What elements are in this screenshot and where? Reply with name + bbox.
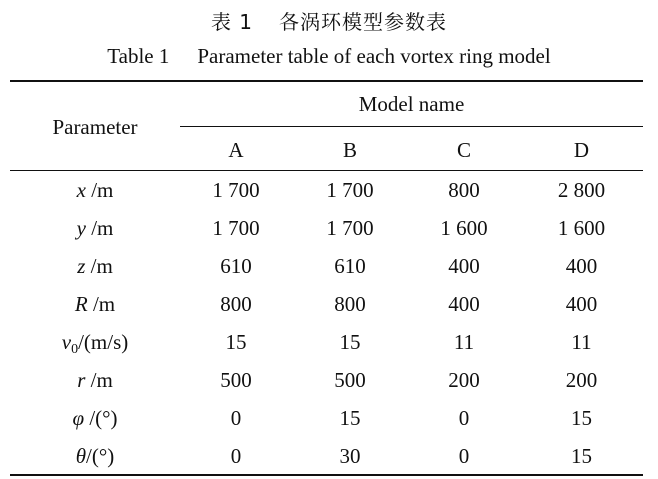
table-cell: 400 xyxy=(448,292,480,316)
model-header-c: C xyxy=(456,138,471,162)
table-cell: 1 600 xyxy=(557,216,606,240)
param-symbol: x xyxy=(76,178,86,202)
table-cell: 15 xyxy=(339,406,361,430)
model-header-d: D xyxy=(573,138,590,162)
model-name-header: Model name xyxy=(358,92,465,116)
model-header-a: A xyxy=(228,138,244,162)
table-cell: 500 xyxy=(334,368,366,392)
table-cell: 11 xyxy=(571,330,592,354)
param-unit: /m xyxy=(85,178,114,202)
parameter-column-header: Parameter xyxy=(52,115,138,139)
table-cell: 400 xyxy=(448,254,480,278)
table-title-chinese: 各涡环模型参数表 xyxy=(279,10,448,34)
table-cell: 1 700 xyxy=(326,216,374,240)
param-label-r-ring xyxy=(10,291,180,317)
table-cell: 0 xyxy=(230,406,242,430)
table-cell: 200 xyxy=(565,368,598,392)
table-cell: 610 xyxy=(220,254,252,278)
table-cell: 15 xyxy=(225,330,247,354)
table-cell: 1 700 xyxy=(326,178,374,202)
table-cell: 200 xyxy=(448,368,480,392)
model-header-b: B xyxy=(342,138,357,162)
table-title-english: Parameter table of each vortex ring model xyxy=(197,44,551,68)
table-cell: 15 xyxy=(571,406,592,430)
table-caption-chinese xyxy=(0,6,658,35)
table-caption-english xyxy=(0,44,658,69)
header-rule xyxy=(10,170,643,171)
table-cell: 400 xyxy=(565,254,598,278)
model-name-rule xyxy=(180,126,643,127)
param-label-v0 xyxy=(10,329,180,363)
table-cell: 1 600 xyxy=(440,216,488,240)
table-cell: 1 700 xyxy=(212,178,260,202)
param-symbol: r xyxy=(77,368,86,392)
bottom-rule xyxy=(10,474,643,476)
table-cell: 800 xyxy=(334,292,366,316)
table-cell: 800 xyxy=(220,292,252,316)
param-unit: /(°) xyxy=(84,406,118,430)
top-rule xyxy=(10,80,643,82)
param-label-z xyxy=(10,253,180,279)
table-cell: 15 xyxy=(571,444,592,468)
param-label-phi xyxy=(10,405,180,431)
param-symbol: v xyxy=(61,330,72,354)
param-symbol: z xyxy=(77,254,86,278)
param-label-y xyxy=(10,215,180,241)
table-cell: 0 xyxy=(458,406,470,430)
table-cell: 30 xyxy=(339,444,361,468)
table-cell: 610 xyxy=(334,254,366,278)
table-cell: 15 xyxy=(339,330,361,354)
table-cell: 0 xyxy=(230,444,242,468)
table-cell: 2 800 xyxy=(557,178,606,202)
param-label-theta xyxy=(10,443,180,469)
table-cell: 11 xyxy=(453,330,475,354)
table-cell: 400 xyxy=(565,292,598,316)
param-unit: /m xyxy=(85,216,114,240)
param-symbol: φ xyxy=(72,406,85,430)
param-unit: /m xyxy=(87,292,116,316)
param-symbol: θ xyxy=(75,444,87,468)
param-unit: /m xyxy=(85,368,113,392)
table-cell: 800 xyxy=(448,178,480,202)
param-unit: /(m/s) xyxy=(78,330,129,354)
param-symbol: R xyxy=(74,292,88,316)
table-cell: 1 700 xyxy=(212,216,260,240)
param-label-x xyxy=(10,177,180,203)
param-unit: /(°) xyxy=(86,444,115,468)
param-symbol: y xyxy=(76,216,86,240)
param-label-r-core xyxy=(10,367,180,393)
table-cell: 0 xyxy=(458,444,470,468)
param-subscript: 0 xyxy=(71,342,79,357)
table-number-english: Table 1 xyxy=(107,44,170,68)
table-cell: 500 xyxy=(220,368,252,392)
param-unit: /m xyxy=(85,254,113,278)
table-number-chinese: 表 1 xyxy=(210,10,254,34)
